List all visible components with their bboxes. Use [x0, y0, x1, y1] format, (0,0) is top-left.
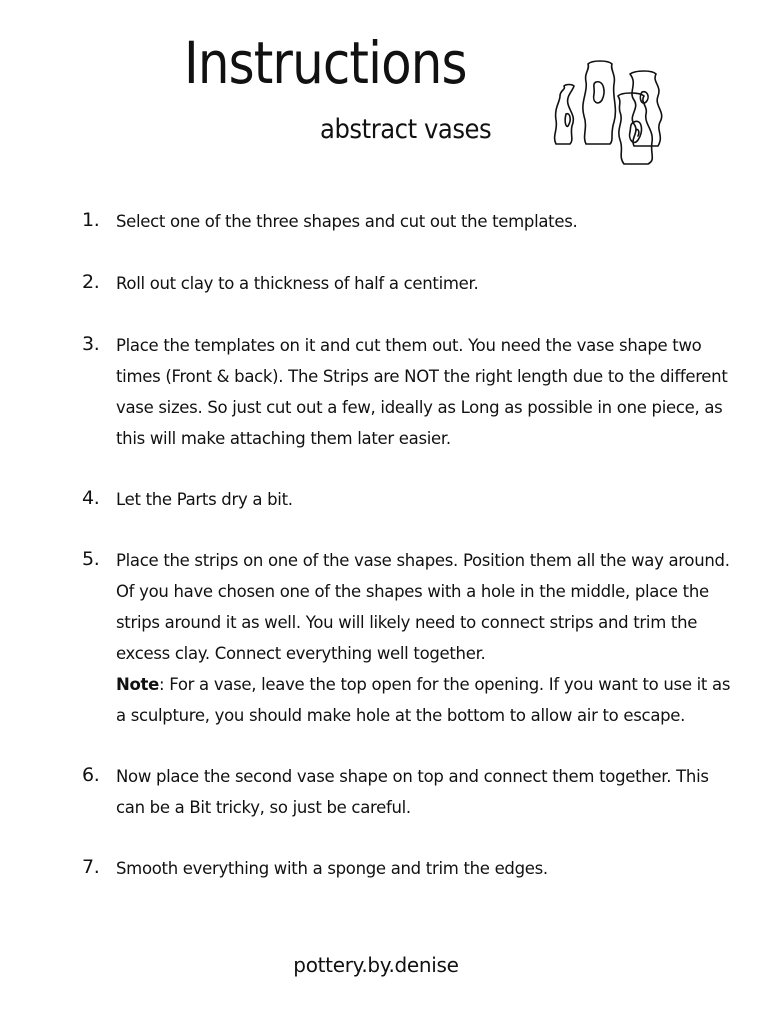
step-text: Select one of the three shapes and cut out the templates. — [116, 212, 578, 231]
step-text: Smooth everything with a sponge and trim the edges. — [116, 859, 548, 878]
step-number: 5. — [82, 548, 100, 570]
step-note — [116, 669, 740, 731]
step-number: 6. — [82, 764, 100, 786]
note-text: : For a vase, leave the top open for the opening. If you want to use it as a sculpture, you should make hole at the bottom to allow air to escape. — [116, 675, 731, 725]
step-text: Roll out clay to a thickness of half a centimer. — [116, 274, 479, 293]
step-text: Place the strips on one of the vase shapes. Position them all the way around. Of you have chosen one of the shapes with a hole in the middle, place the strips around it as well. You will likely need to connect strips and trim the excess clay. Connect everything well together. — [116, 551, 730, 663]
page-title: Instructions — [184, 29, 467, 97]
footer — [0, 953, 768, 977]
step-number: 2. — [82, 271, 100, 293]
step-item — [80, 761, 740, 823]
step-number: 4. — [82, 487, 100, 509]
step-text: Place the templates on it and cut them out. You need the vase shape two times (Front & back). The Strips are NOT the right length due to the different vase sizes. So just cut out a few, ideally as Long as possible in one piece, as this will make attaching them later easier. — [116, 336, 728, 448]
step-text: Let the Parts dry a bit. — [116, 490, 293, 509]
step-item — [80, 330, 740, 454]
step-item — [80, 545, 740, 731]
step-item — [80, 268, 740, 299]
step-item — [80, 206, 740, 237]
step-item — [80, 853, 740, 884]
footer-handle: pottery.by.denise — [293, 953, 459, 977]
step-item — [80, 484, 740, 515]
vases-illustration-icon — [548, 56, 688, 172]
page-subtitle: abstract vases — [320, 114, 492, 145]
note-label: Note — [116, 675, 160, 694]
step-number: 3. — [82, 333, 100, 355]
step-number: 1. — [82, 209, 100, 231]
instruction-steps-list — [80, 206, 740, 884]
step-text: Now place the second vase shape on top and connect them together. This can be a Bit tricky, so just be careful. — [116, 767, 709, 817]
step-number: 7. — [82, 856, 100, 878]
